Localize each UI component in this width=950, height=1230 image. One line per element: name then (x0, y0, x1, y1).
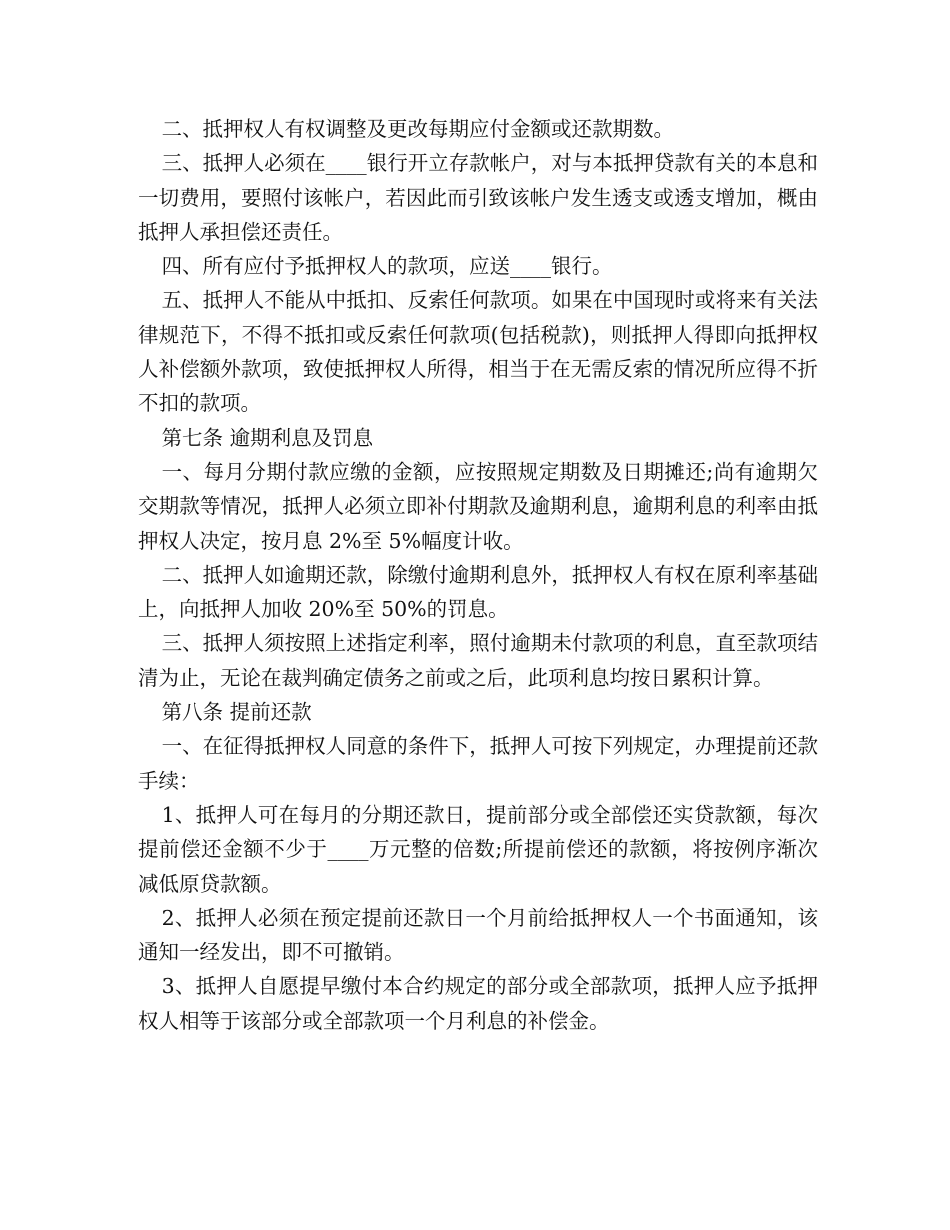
paragraph-clause-6-3: 三、抵押人必须在____银行开立存款帐户，对与本抵押贷款有关的本息和一切费用，要照付该帐户，若因此而引致该帐户发生透支或透支增加，概由抵押人承担偿还责任。 (138, 151, 818, 244)
paragraph-clause-6-5: 五、抵押人不能从中抵扣、反索任何款项。如果在中国现时或将来有关法律规范下，不得不抵扣或反索任何款项(包括税款)，则抵押人得即向抵押权人补偿额外款项，致使抵押权人所得，相当于在无需反索的情况所应得不折不扣的款项。 (138, 288, 818, 416)
heading-article-7: 第七条 逾期利息及罚息 (161, 425, 374, 450)
paragraph-clause-6-2: 二、抵押权人有权调整及更改每期应付金额或还款期数。 (161, 117, 675, 141)
paragraph-clause-7-2: 二、抵押人如逾期还款，除缴付逾期利息外，抵押权人有权在原利率基础上，向抵押人加收 20%至 50%的罚息。 (138, 562, 818, 622)
document-body (138, 112, 818, 1038)
heading-article-8: 第八条 提前还款 (161, 700, 312, 725)
paragraph-clause-8-1-2: 2、抵押人必须在预定提前还款日一个月前给抵押权人一个书面通知，该通知一经发出，即不可撤销。 (138, 905, 818, 965)
paragraph-clause-7-3: 三、抵押人须按照上述指定利率，照付逾期未付款项的利息，直至款项结清为止，无论在裁判确定债务之前或之后，此项利息均按日累积计算。 (138, 631, 818, 690)
paragraph-clause-8-1-1: 1、抵押人可在每月的分期还款日，提前部分或全部偿还实贷款额，每次提前偿还金额不少于____万元整的倍数;所提前偿还的款额，将按例序渐次减低原贷款额。 (138, 802, 818, 896)
paragraph-clause-8-1: 一、在征得抵押权人同意的条件下，抵押人可按下列规定，办理提前还款手续： (138, 734, 818, 793)
paragraph-clause-7-1: 一、每月分期付款应缴的金额，应按照规定期数及日期摊还;尚有逾期欠交期款等情况，抵押人必须立即补付期款及逾期利息，逾期利息的利率由抵押权人决定，按月息 2%至 5%幅度计收。 (138, 459, 818, 553)
paragraph-clause-6-4: 四、所有应付予抵押权人的款项，应送____银行。 (161, 254, 613, 279)
paragraph-clause-8-1-3: 3、抵押人自愿提早缴付本合约规定的部分或全部款项，抵押人应予抵押权人相等于该部分或全部款项一个月利息的补偿金。 (138, 974, 818, 1033)
